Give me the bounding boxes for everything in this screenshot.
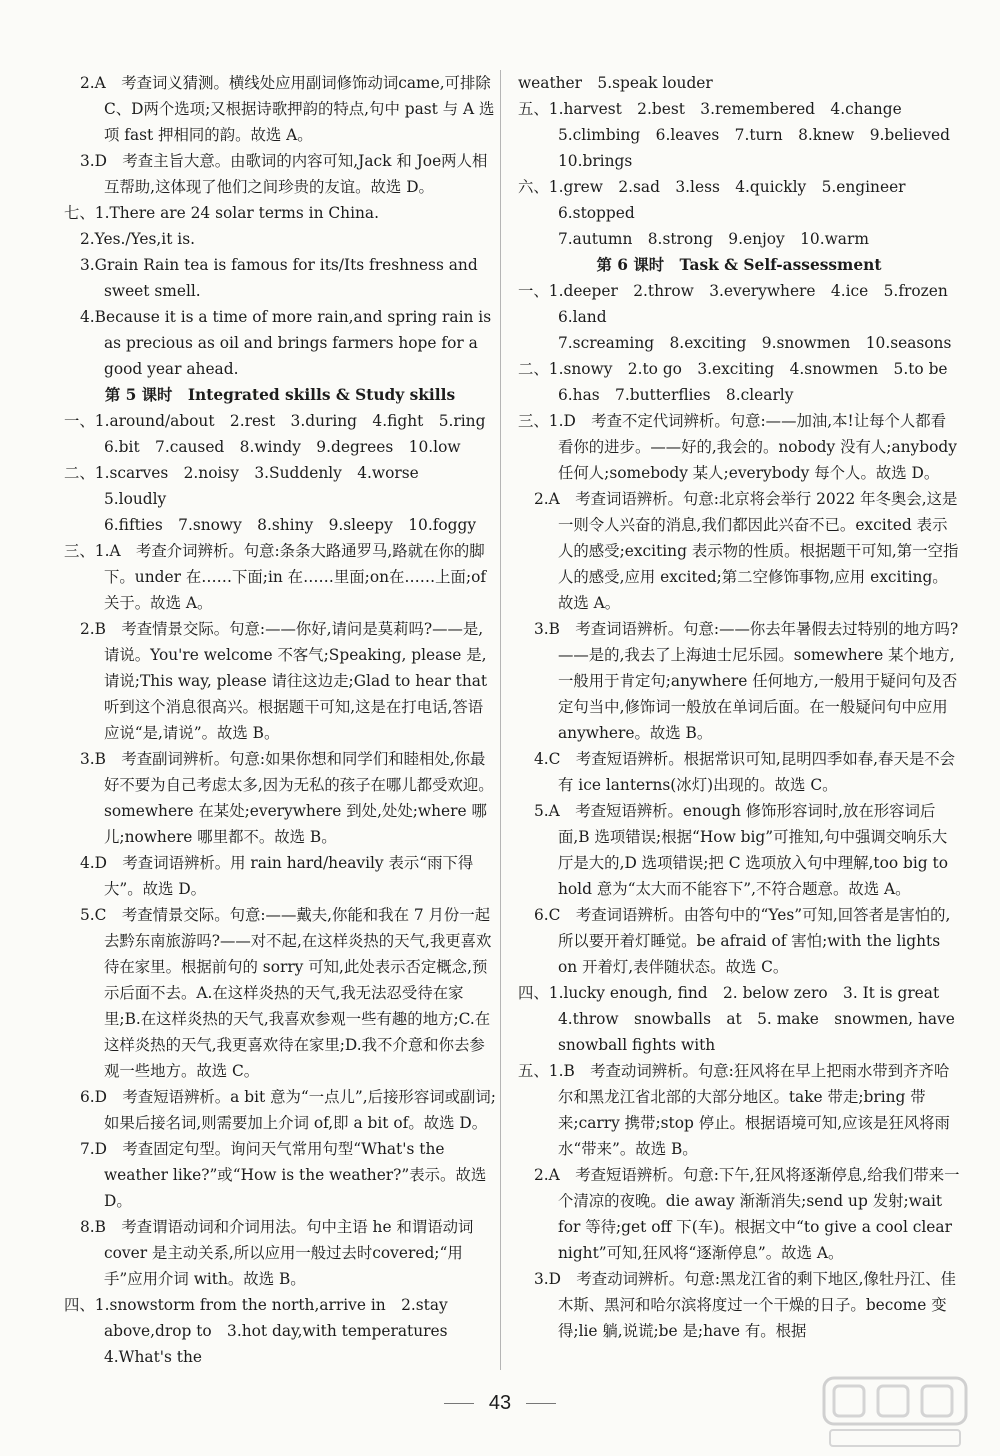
answer-item: 一、1.around/about 2.rest 3.during 4.fight 5.ring [64, 412, 486, 430]
answer-item: 5.A 考查短语辨析。enough 修饰形容词时,放在形容词后面,B 选项错误;根据“How big”可推知,句中强调交响乐大厅是大的,D 选项错误;把 C 选项放入句中理解,too big to hold 意为“太大而不能容下”,不符合题意。故选 A。 [534, 802, 948, 898]
answer-item: 二、1.snowy 2.to go 3.exciting 4.snowmen 5.to be [518, 360, 948, 378]
answer-item: 2.A 考查词语辨析。句意:北京将会举行 2022 年冬奥会,这是一则令人兴奋的消息,我们都因此兴奋不已。excited 表示人的感受;exciting 表示物的性质。根据题干可知,第一空指人的感受,应用 excited;第二空修饰事物,应用 exciting。故选 A。 [534, 490, 959, 612]
answer-item: 7.autumn 8.strong 9.enjoy 10.warm [558, 230, 869, 248]
answer-item: 4.C 考查短语辨析。根据常识可知,昆明四季如春,春天是不会有 ice lanterns(冰灯)出现的。故选 C。 [534, 750, 956, 794]
footer-rule-right [526, 1403, 556, 1404]
answer-item: 3.Grain Rain tea is famous for its/Its freshness and sweet smell. [80, 256, 478, 300]
answer-item: 六、1.grew 2.sad 3.less 4.quickly 5.engineer 6.stopped [518, 178, 921, 222]
answer-item: 4.throw snowballs at 5. make snowmen, have snowball fights with [558, 1010, 955, 1054]
answer-item: 一、1.deeper 2.throw 3.everywhere 4.ice 5.frozen 6.land [518, 282, 964, 326]
answer-item: 5.climbing 6.leaves 7.turn 8.knew 9.believed [558, 126, 950, 144]
answer-item: 2.B 考查情景交际。句意:——你好,请问是莫莉吗?——是,请说。You're welcome 不客气;Speaking, please 是,请说;This way, please 请往这边走;Glad to hear that 听到这个消息很高兴。根据题干可知,这是在打电话,答语应说“是,请说”。故选 B。 [80, 620, 488, 742]
answer-item: 6.C 考查词语辨析。由答句中的“Yes”可知,回答者是害怕的,所以要开着灯睡觉。be afraid of 害怕;with the lights on 开着灯,表伴随状态。故选 C。 [534, 906, 951, 976]
right-column [518, 70, 964, 1344]
answer-item: 五、1.B 考查动词辨析。句意:狂风将在早上把雨水带到齐齐哈尔和黑龙江省北部的大部分地区。take 带走;bring 带来;carry 携带;stop 停止。根据语境可知,应该是狂风将雨水“带来”。故选 B。 [518, 1062, 950, 1158]
answer-item: 3.B 考查副词辨析。句意:如果你想和同学们和睦相处,你最好不要为自己考虑太多,因为无私的孩子在哪儿都受欢迎。somewhere 在某处;everywhere 到处,处处;where 哪儿;nowhere 哪里都不。故选 B。 [80, 750, 494, 846]
answer-item: 8.B 考查谓语动词和介词用法。句中主语 he 和谓语动词 cover 是主动关系,所以应用一般过去时covered;“用手”应用介词 with。故选 B。 [80, 1218, 474, 1288]
answer-item: 5.C 考查情景交际。句意:——戴夫,你能和我在 7 月份一起去黔东南旅游吗?——对不起,在这样炎热的天气,我更喜欢待在家里。根据前句的 sorry 可知,此处表示否定概念,预示后面不去。A.在这样炎热的天气,我无法忍受待在家里;B.在这样炎热的天气,我喜欢参观一些有趣的地方;C.在这样炎热的天气,我更喜欢待在家里;D.我不介意和你去参观一些地方。故选 C。 [80, 906, 492, 1080]
answer-item: 7.D 考查固定句型。询问天气常用句型“What's the weather like?”或“How is the weather?”表示。故选 D。 [80, 1140, 487, 1210]
answer-item: 2.A 考查词义猜测。横线处应用副词修饰动词came,可排除C、D两个选项;又根据诗歌押韵的特点,句中 past 与 A 选项 fast 押相同的韵。故选 A。 [80, 74, 495, 144]
answer-item: 7.screaming 8.exciting 9.snowmen 10.seasons [558, 334, 952, 352]
answer-item: 三、1.D 考查不定代词辨析。句意:——加油,本!让每个人都看看你的进步。——好的,我会的。nobody 没有人;anybody 任何人;somebody 某人;everybody 每个人。故选 D。 [518, 412, 957, 482]
answer-item: 2.Yes./Yes,it is. [80, 230, 196, 248]
answer-item: 2.A 考查短语辨析。句意:下午,狂风将逐渐停息,给我们带来一个清凉的夜晚。die away 渐渐消失;send up 发射;wait for 等待;get off 下(车)。根据文中“to give a cool clear night”可知,狂风将“逐渐停息”。故选 A。 [534, 1166, 960, 1262]
answer-item: 4.D 考查词语辨析。用 rain hard/heavily 表示“雨下得大”。故选 D。 [80, 854, 474, 898]
answer-item: 6.has 7.butterflies 8.clearly [558, 386, 794, 404]
answer-item: 四、1.lucky enough, find 2. below zero 3. It is great [518, 984, 940, 1002]
answer-item: 6.fifties 7.snowy 8.shiny 9.sleepy 10.foggy [104, 516, 477, 534]
answer-item: 七、1.There are 24 solar terms in China. [64, 204, 379, 222]
answer-item: 4.Because it is a time of more rain,and spring rain is as precious as oil and brings farmers hope for a good year ahead. [80, 308, 492, 378]
section-heading: 第 6 课时 Task & Self-assessment [596, 256, 882, 274]
left-column [64, 70, 496, 1370]
answer-item: 四、1.snowstorm from the north,arrive in 2.stay above,drop to 3.hot day,with temperatures 4.What's the [64, 1296, 463, 1366]
answer-item: 6.D 考查短语辨析。a bit 意为“一点儿”,后接形容词或副词;如果后接名词,则需要加上介词 of,即 a bit of。故选 D。 [80, 1088, 496, 1132]
answer-item: 3.D 考查动词辨析。句意:黑龙江省的剩下地区,像牡丹江、佳木斯、黑河和哈尔滨将度过一个干燥的日子。become 变得;lie 躺,说谎;be 是;have 有。根据 [534, 1270, 956, 1340]
answer-item: 五、1.harvest 2.best 3.remembered 4.change [518, 100, 902, 118]
answer-item: weather 5.speak louder [518, 74, 713, 92]
column-divider [500, 70, 501, 1370]
section-heading: 第 5 课时 Integrated skills & Study skills [104, 386, 456, 404]
answer-item: 3.D 考查主旨大意。由歌词的内容可知,Jack 和 Joe两人相互帮助,这体现了他们之间珍贵的友谊。故选 D。 [80, 152, 488, 196]
footer-rule-left [444, 1403, 474, 1404]
answer-item: 3.B 考查词语辨析。句意:——你去年暑假去过特别的地方吗?——是的,我去了上海迪士尼乐园。somewhere 某个地方,一般用于肯定句;anywhere 任何地方,一般用于疑问句及否定句当中,修饰词一般放在单词后面。在一般疑问句中应用 anywhere。故选 B。 [534, 620, 959, 742]
answer-item: 10.brings [558, 152, 633, 170]
page-number: 43 [488, 1392, 512, 1414]
watermark-logo [820, 1372, 970, 1452]
answer-item: 二、1.scarves 2.noisy 3.Suddenly 4.worse 5.loudly [64, 464, 435, 508]
answer-item: 6.bit 7.caused 8.windy 9.degrees 10.low [104, 438, 461, 456]
answer-item: 三、1.A 考查介词辨析。句意:条条大路通罗马,路就在你的脚下。under 在……下面;in 在……里面;on在……上面;of 关于。故选 A。 [64, 542, 487, 612]
